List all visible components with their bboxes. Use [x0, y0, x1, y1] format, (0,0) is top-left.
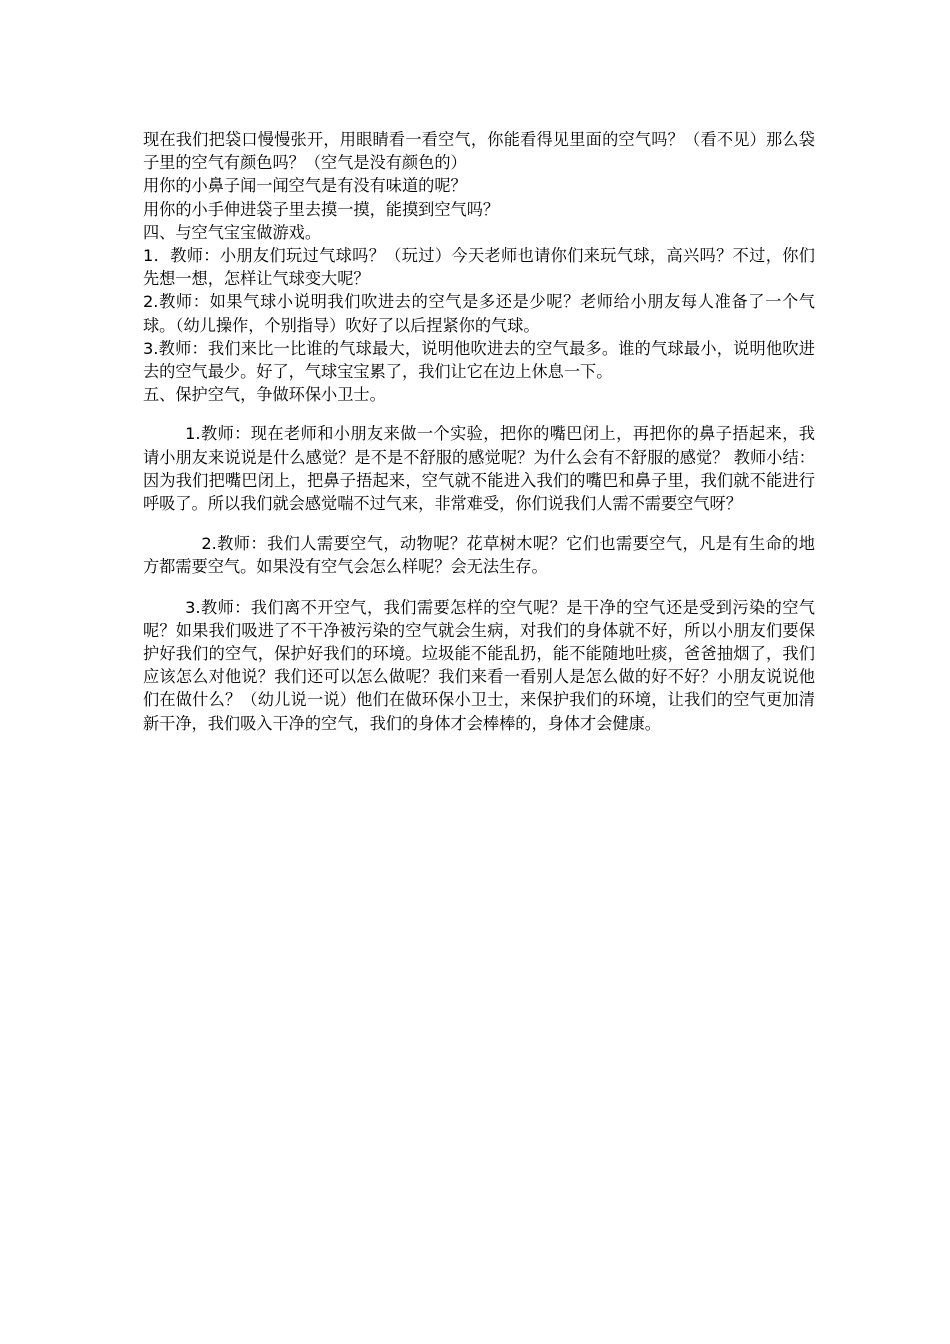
- paragraph-clean-air: 3.教师：我们离不开空气，我们需要怎样的空气呢？是干净的空气还是受到污染的空气呢？如果我们吸进了不干净被污染的空气就会生病，对我们的身体就不好，所以小朋友们要保护好我们的空气，保护好我们的环境。垃圾能不能乱扔，能不能随地吐痰，爸爸抽烟了，我们应该怎么对他说？我们还可以怎么做呢？我们来看一看别人是怎么做的好不好？小朋友说说他们在做什么？（幼儿说一说）他们在做环保小卫士，来保护我们的环境，让我们的空气更加清新干净，我们吸入干净的空气，我们的身体才会棒棒的，身体才会健康。: [143, 597, 815, 733]
- paragraph-touch-air: 用你的小手伸进袋子里去摸一摸，能摸到空气吗？: [143, 199, 500, 219]
- section-heading-four: 四、与空气宝宝做游戏。: [143, 222, 322, 242]
- paragraph-smell-air: 用你的小鼻子闻一闻空气是有没有味道的呢？: [143, 176, 467, 196]
- paragraph-experiment: 1.教师：现在老师和小朋友来做一个实验，把你的嘴巴闭上，再把你的鼻子捂起来，我请小朋友来说说是什么感觉？是不是不舒服的感觉呢？为什么会有不舒服的感觉？ 教师小结：因为我们把嘴巴闭上，把鼻子捂起来，空气就不能进入我们的嘴巴和鼻子里，我们就不能进行呼吸了。所以我们就会感觉喘不过气来，非常难受，你们说我们人需不需要空气呀？: [143, 424, 815, 514]
- document-page: [143, 128, 815, 735]
- paragraph-need-air: 2.教师：我们人需要空气，动物呢？花草树木呢？它们也需要空气，凡是有生命的地方都需要空气。如果没有空气会怎么样呢？会无法生存。: [143, 534, 815, 577]
- paragraph-observe-air: 现在我们把袋口慢慢张开，用眼睛看一看空气，你能看得见里面的空气吗？（看不见）那么袋子里的空气有颜色吗？（空气是没有颜色的）: [143, 130, 815, 173]
- section-heading-five: 五、保护空气，争做环保小卫士。: [143, 385, 386, 405]
- paragraph-balloon-3: 3.教师：我们来比一比谁的气球最大，说明他吹进去的空气最多。谁的气球最小，说明他吹进去的空气最少。好了，气球宝宝累了，我们让它在边上休息一下。: [143, 338, 815, 382]
- paragraph-balloon-2: 2.教师：如果气球小说明我们吹进去的空气是多还是少呢？老师给小朋友每人准备了一个气球。（幼儿操作，个别指导）吹好了以后捏紧你的气球。: [143, 292, 815, 335]
- paragraph-balloon-1: 1．教师：小朋友们玩过气球吗？（玩过）今天老师也请你们来玩气球，高兴吗？不过，你们先想一想，怎样让气球变大呢？: [143, 246, 815, 289]
